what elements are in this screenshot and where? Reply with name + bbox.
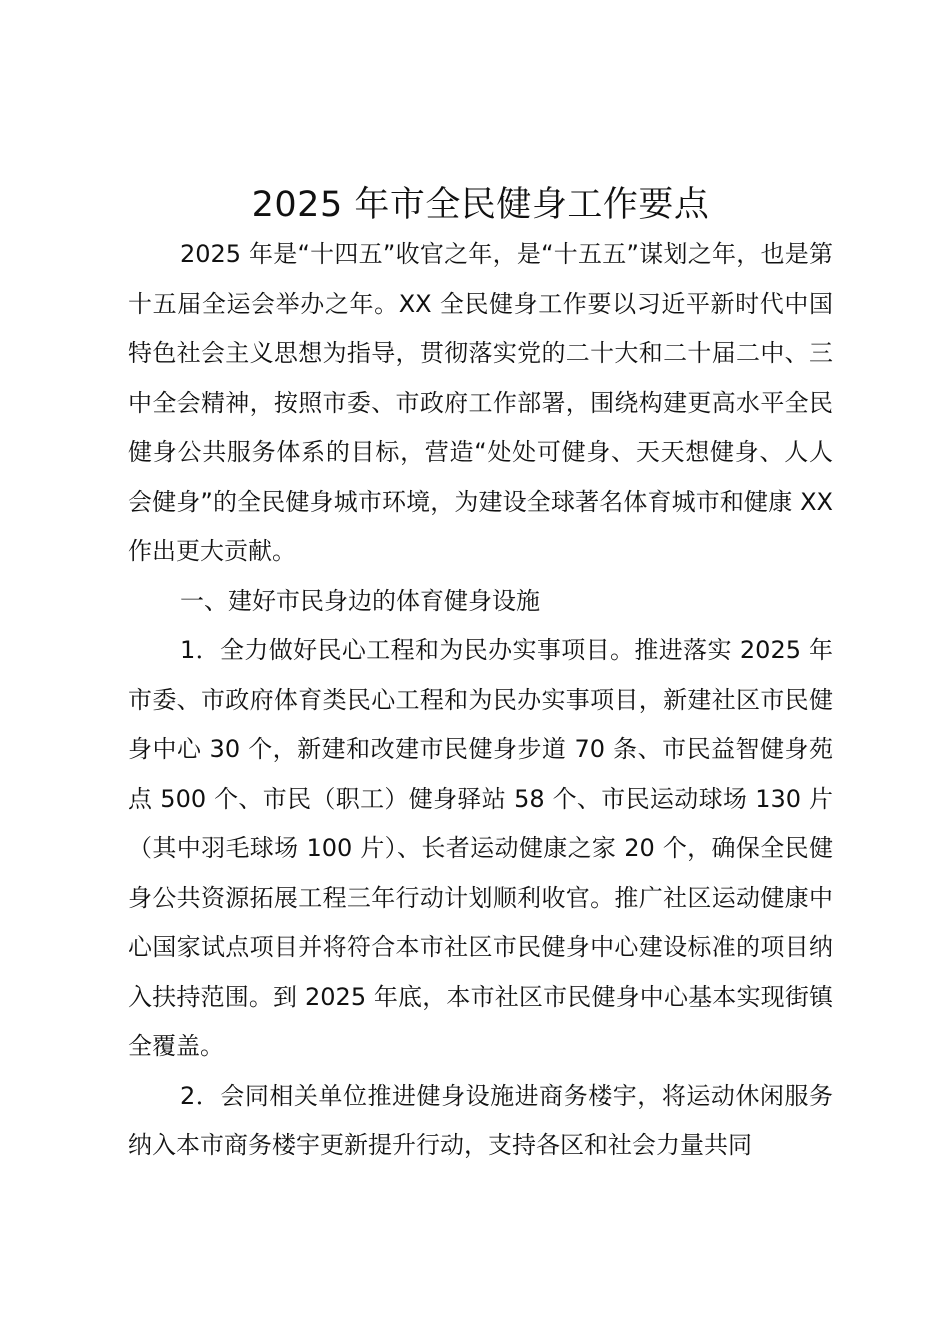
document-title: 2025 年市全民健身工作要点 [251, 185, 710, 225]
item-paragraph-2: 2．会同相关单位推进健身设施进商务楼宇，将运动休闲服务纳入本市商务楼宇更新提升行动，支持各区和社会力量共同 [128, 1081, 833, 1159]
item-paragraph-1: 1．全力做好民心工程和为民办实事项目。推进落实 2025 年市委、市政府体育类民心工程和为民办实事项目，新建社区市民健身中心 30 个，新建和改建市民健身步道 70 条、市民益智健身苑点 500 个、市民（职工）健身驿站 58 个、市民运动球场 130 片（其中羽毛球场 100 片）、长者运动健康之家 20 个，确保全民健身公共资源拓展工程三年行动计划顺利收官。推广社区运动健康中心国家试点项目并将符合本市社区市民健身中心建设标准的项目纳入扶持范围。到 2025 年底，本市社区市民健身中心基本实现街镇全覆盖。 [128, 636, 833, 1060]
document-page [128, 180, 833, 1171]
intro-paragraph: 2025 年是“十四五”收官之年，是“十五五”谋划之年，也是第十五届全运会举办之年。XX 全民健身工作要以习近平新时代中国特色社会主义思想为指导，贯彻落实党的二十大和二十届二中、三中全会精神，按照市委、市政府工作部署，围绕构建更高水平全民健身公共服务体系的目标，营造“处处可健身、天天想健身、人人会健身”的全民健身城市环境，为建设全球著名体育城市和健康 XX 作出更大贡献。 [128, 240, 833, 565]
section-heading: 一、建好市民身边的体育健身设施 [180, 586, 540, 615]
